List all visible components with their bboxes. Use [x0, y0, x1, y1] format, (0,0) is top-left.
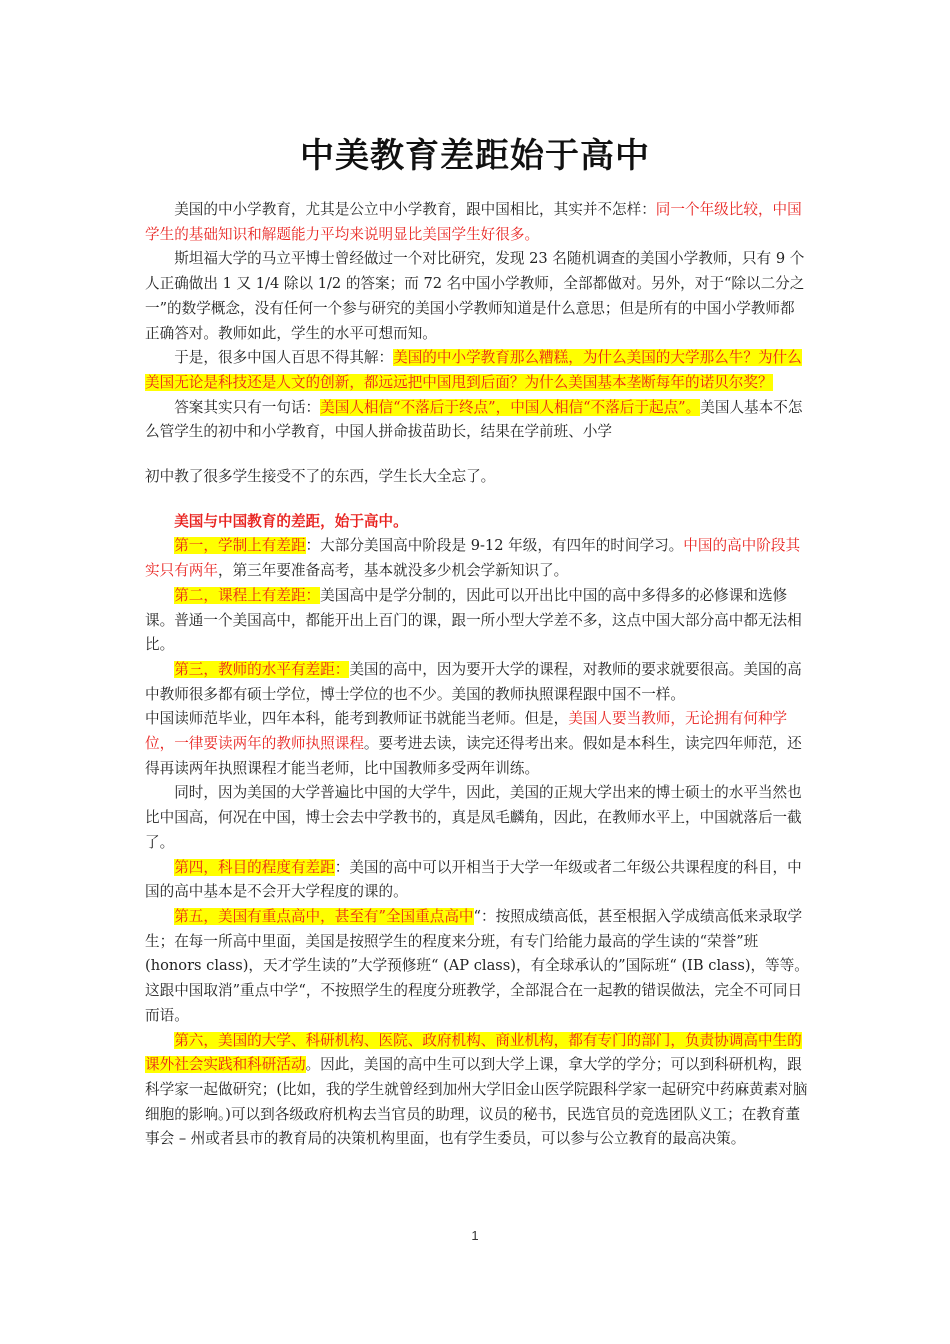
point-2-label: 第二，课程上有差距：: [174, 586, 321, 604]
point-1-tail: ，第三年要准备高考，基本就没多少机会学新知识了。: [217, 562, 569, 580]
intro-text: 美国的中小学教育，尤其是公立中小学教育，跟中国相比，其实并不怎样：: [174, 201, 656, 218]
page-number: 1: [471, 1228, 479, 1243]
point-1: [145, 534, 809, 583]
paragraph-answer-continued: 初中教了很多学生接受不了的东西，学生长大全忘了。: [145, 468, 496, 486]
point-4-label: 第四，科目的程度有差距: [174, 858, 335, 876]
point-6: [145, 1029, 809, 1153]
point-4-text: ：美国的高中可以开相当于大学一年级或者二年级公共课程度的科目，中国的高中基本是不会开大学程度的课的。: [145, 858, 802, 901]
section-heading: 美国与中国教育的差距，始于高中。: [174, 512, 408, 530]
point-6-label: 第六，美国的大学、科研机构、医院、政府机构、商业机构，都有专门的部门，负责协调高中生的课外社会实践和科研活动: [145, 1031, 802, 1074]
paragraph-answer: [145, 396, 809, 445]
answer-lead: 答案其实只有一句话：: [174, 398, 321, 416]
point-5: [145, 905, 809, 1029]
point-6-text: 。因此，美国的高中生可以到大学上课，拿大学的学分；可以到科研机构，跟科学家一起做研究；(比如，我的学生就曾经到加州大学旧金山医学院跟科学家一起研究中药麻黄素对脑细胞的影响。)可以到各级政府机构去当官员的助理，议员的秘书，民选官员的竞选团队义工；在教育董事会 – 州或者县市的教育局的决策机构里面，也有学生委员，可以参与公立教育的最高决策。: [145, 1056, 808, 1148]
question-highlight: 美国的中小学教育那么糟糕，为什么美国的大学那么牛？为什么美国无论是科技还是人文的创新，都远远把中国甩到后面？为什么美国基本垄断每年的诺贝尔奖？: [145, 349, 802, 391]
paragraph-question: [145, 346, 809, 395]
answer-highlight: 美国人相信“不落后于终点”，中国人相信“不落后于起点”。: [320, 398, 701, 416]
point-3-label: 第三，教师的水平有差距：: [174, 660, 350, 678]
paragraph-stanford: 斯坦福大学的马立平博士曾经做过一个对比研究，发现 23 名随机调查的美国小学教师，只有 9 个人正确做出 1 又 1/4 除以 1/2 的答案；而 72 名中国小学教师，全部都做对。另外，对于“除以二分之一”的数学概念，没有任何一个参与研究的美国小学教师知道是什么意思；但是所有的中国小学教师都正确答对。教师如此，学生的水平可想而知。: [145, 250, 805, 342]
point-1-label: 第一，学制上有差距: [174, 537, 306, 555]
point-2-text: 美国高中是学分制的，因此可以开出比中国的高中多得多的必修课和选修课。普通一个美国高中，都能开出上百门的课，跟一所小型大学差不多，这点中国大部分高中都无法相比。: [145, 586, 802, 654]
point-3-text: 美国的高中，因为要开大学的课程，对教师的要求就要很高。美国的高中教师很多都有硕士学位，博士学位的也不少。美国的教师执照课程跟中国不一样。: [145, 660, 802, 703]
question-lead: 于是，很多中国人百思不得其解：: [174, 349, 394, 367]
paragraph-intro: [145, 198, 809, 247]
answer-tail: 美国人基本不怎么管学生的初中和小学教育，中国人拼命拔苗助长，结果在学前班、小学: [145, 398, 803, 441]
point-1-red: 中国的高中阶段其实只有两年: [145, 537, 801, 580]
point-5-text: “：按照成绩高低，甚至根据入学成绩高低来录取学生；在每一所高中里面，美国是按照学生的程度来分班，有专门给能力最高的学生读的“荣誉”班(honors class)，天才学生读的”大学预修班“ (AP class)，有全球承认的”国际班“ (IB class)，等等。这跟中国取消”重点中学“，不按照学生的程度分班教学，全部混合在一起教的错误做法，完全不可同日而语。: [145, 907, 809, 1024]
training-red: 美国人要当教师，无论拥有何种学位，一律要读两年的教师执照课程: [145, 710, 788, 753]
training-lead: 中国读师范毕业，四年本科，能考到教师证书就能当老师。但是，: [145, 710, 569, 728]
point-5-label: 第五，美国有重点高中，甚至有”全国重点高中: [174, 907, 474, 925]
document-body: [145, 198, 809, 1152]
paragraph-phd: 同时，因为美国的大学普遍比中国的大学牛，因此，美国的正规大学出来的博士硕士的水平当然也比中国高，何况在中国，博士会去中学教书的，真是凤毛麟角，因此，在教师水平上，中国就落后一截了。: [145, 784, 802, 851]
paragraph-teacher-training: [145, 707, 809, 781]
point-3: [145, 658, 809, 707]
training-tail: 。要考进去读，读完还得考出来。假如是本科生，读完四年师范，还得再读两年执照课程才能当老师，比中国教师多受两年训练。: [145, 735, 802, 777]
point-2: [145, 584, 809, 658]
point-1-text: ：大部分美国高中阶段是 9-12 年级，有四年的时间学习。: [305, 537, 684, 555]
intro-red-text: 同一个年级比较，中国学生的基础知识和解题能力平均来说明显比美国学生好很多。: [145, 201, 802, 243]
document-title: 中美教育差距始于高中: [300, 136, 650, 176]
point-4: [145, 856, 809, 905]
